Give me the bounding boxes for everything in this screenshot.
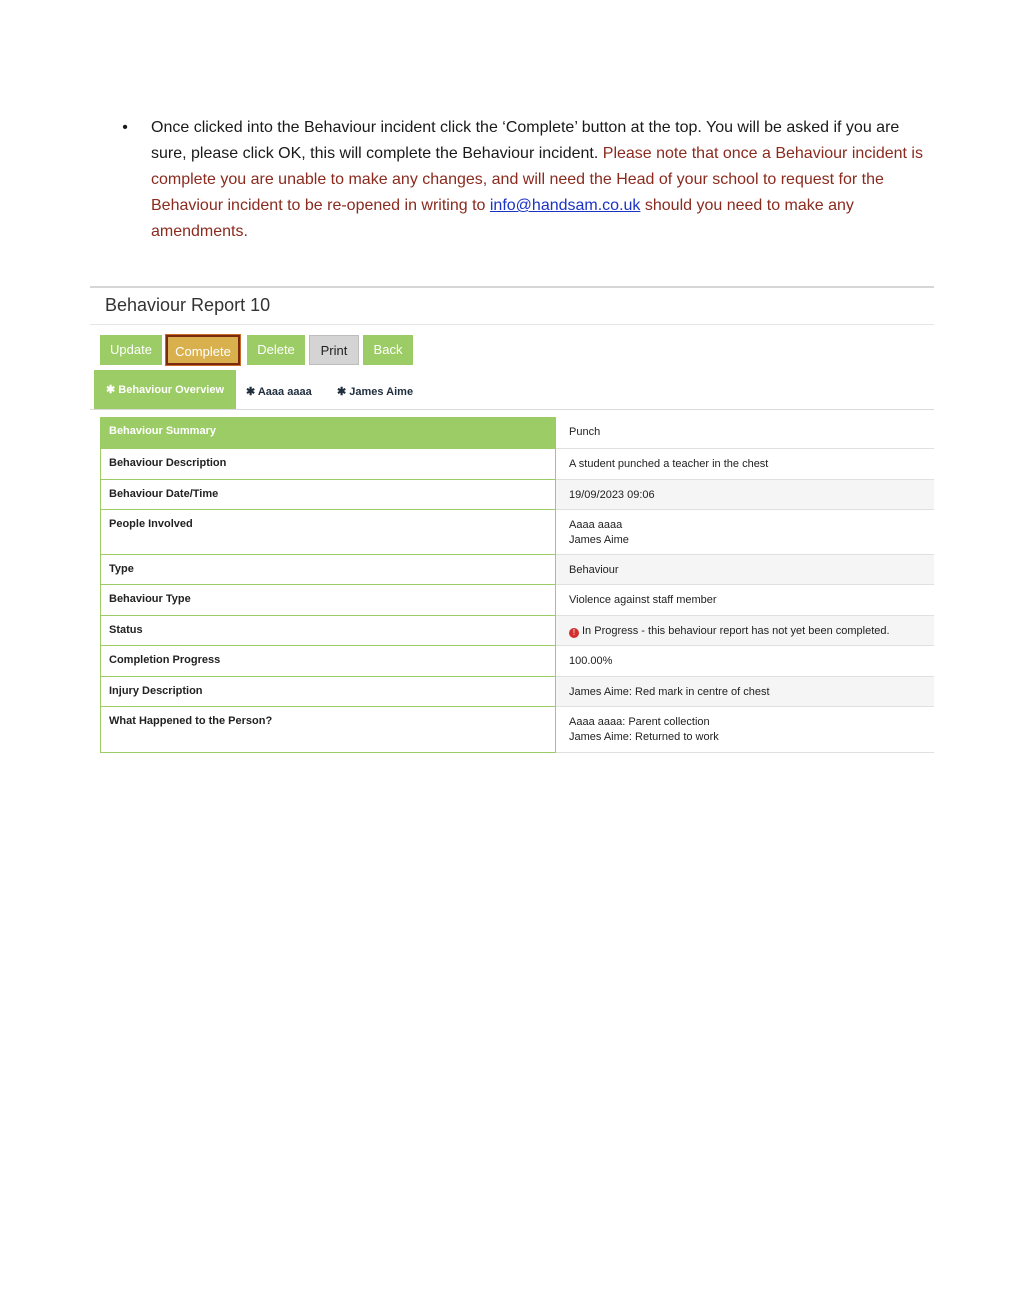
tab-divider (90, 409, 934, 410)
table-row (101, 509, 935, 554)
table-row (101, 615, 935, 645)
tab-person-aaaa-aaaa[interactable]: ✱ Aaaa aaaa (246, 386, 312, 398)
row-value: A student punched a teacher in the chest (556, 448, 935, 479)
complete-button[interactable]: Complete (166, 335, 240, 365)
top-divider (90, 286, 934, 288)
instruction-text (151, 115, 938, 245)
print-button[interactable]: Print (309, 335, 359, 365)
row-label: Type (101, 554, 556, 584)
row-value-outcomes (556, 706, 935, 752)
person-name: Aaaa aaaa (569, 518, 623, 531)
report-tabs (90, 370, 934, 410)
row-label: Status (101, 615, 556, 645)
row-label: Completion Progress (101, 645, 556, 676)
behaviour-summary-table (100, 417, 934, 753)
table-row (101, 479, 935, 509)
email-link[interactable]: info@handsam.co.uk (489, 197, 641, 214)
tab-behaviour-overview[interactable]: ✱ Behaviour Overview (94, 370, 236, 410)
warning-text-before: Please note that once a Behaviour incident is complete you are unable to make any changes, and will need the Head of your school to request for the Behaviour incident to be re-opened in writing to (151, 145, 923, 214)
row-label: People Involved (101, 509, 556, 554)
person-name: James Aime (569, 533, 629, 546)
table-row (101, 706, 935, 752)
instruction-text-main: Once clicked into the Behaviour incident click the ‘Complete’ button at the top. You will be asked if you are sure, please click OK, this will complete the Behaviour incident. (151, 119, 900, 162)
row-value-status (556, 615, 935, 645)
row-label: Behaviour Date/Time (101, 479, 556, 509)
row-label: What Happened to the Person? (101, 706, 556, 752)
row-label: Injury Description (101, 676, 556, 706)
status-text: In Progress - this behaviour report has not yet been completed. (582, 624, 890, 637)
table-row (101, 584, 935, 615)
row-value-people (556, 509, 935, 554)
delete-button[interactable]: Delete (247, 335, 305, 365)
row-label: Behaviour Summary (101, 417, 556, 448)
row-label: Behaviour Type (101, 584, 556, 615)
behaviour-report-screenshot (90, 286, 934, 756)
table-row (101, 676, 935, 706)
row-value: 100.00% (556, 645, 935, 676)
table-row (101, 554, 935, 584)
row-value: James Aime: Red mark in centre of chest (556, 676, 935, 706)
tab-person-james-aime[interactable]: ✱ James Aime (337, 386, 414, 398)
table-row (101, 448, 935, 479)
table-row (101, 417, 935, 448)
alert-icon: ! (569, 628, 579, 638)
bullet-point: • (122, 119, 128, 136)
table-row (101, 645, 935, 676)
warning-text-after: should you need to make any amendments. (151, 197, 854, 240)
outcome-line: Aaaa aaaa: Parent collection (569, 715, 710, 728)
back-button[interactable]: Back (363, 335, 413, 365)
row-value: Behaviour (556, 554, 935, 584)
instruction-paragraph (118, 115, 938, 245)
row-value: Punch (556, 417, 935, 448)
row-label: Behaviour Description (101, 448, 556, 479)
update-button[interactable]: Update (100, 335, 162, 365)
title-divider (90, 324, 934, 325)
row-value: 19/09/2023 09:06 (556, 479, 935, 509)
outcome-line: James Aime: Returned to work (569, 730, 719, 743)
row-value: Violence against staff member (556, 584, 935, 615)
report-title: Behaviour Report 10 (105, 295, 271, 315)
